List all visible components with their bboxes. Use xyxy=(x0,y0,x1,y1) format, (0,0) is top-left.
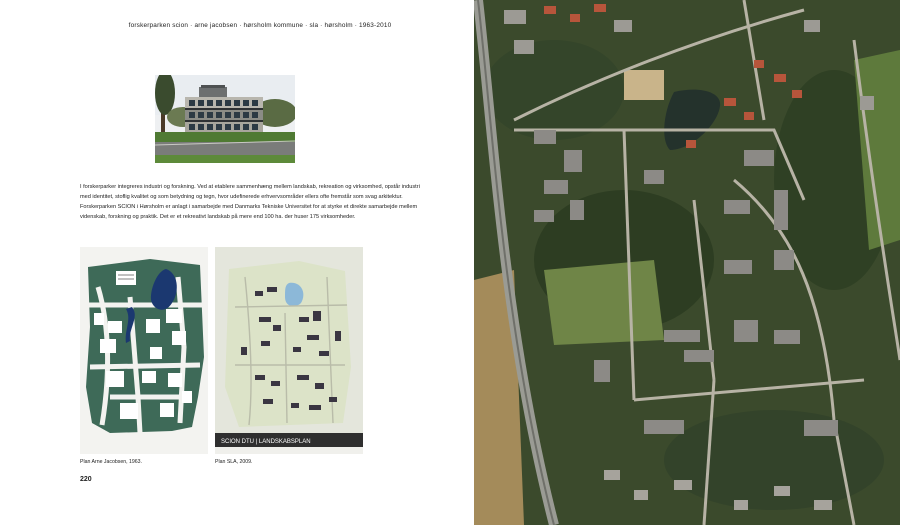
running-header: forskerparken scion · arne jacobsen · hørsholm kommune · sla · hørsholm · 1963-2010 xyxy=(128,22,392,29)
plan-a-caption: Plan Arne Jacobsen, 1963. xyxy=(80,459,143,465)
aerial-photo xyxy=(474,0,900,525)
body-paragraph: I forskerparker integreres industri og forskning. Ved at etablere sammenhæng mellem landskab, rekreation og virksomhed, opstår industri med identitet, stoflig kvalitet og som betydning og tegn, hvor udefinerede erhvervsområder ellers ofte fremstår som svag arkitektur. Forskerparken SCION i Hørsholm er anlagt i samarbejde med Danmarks Tekniske Universitet for at styrke et direkte samarbejde mellem videnskab, forskning og praktik. Det er et rekreativt landskab på mere end 100 ha. der huser 175 virksomheder. xyxy=(80,184,420,220)
plan-b-caption: Plan SLA, 2009. xyxy=(215,459,253,465)
plan-sla xyxy=(215,247,363,454)
plan-arne-jacobsen xyxy=(80,247,208,454)
page-number: 220 xyxy=(80,476,92,483)
plan-b-banner: SCION DTU | LANDSKABSPLAN xyxy=(221,439,311,445)
building-photo xyxy=(155,75,295,163)
